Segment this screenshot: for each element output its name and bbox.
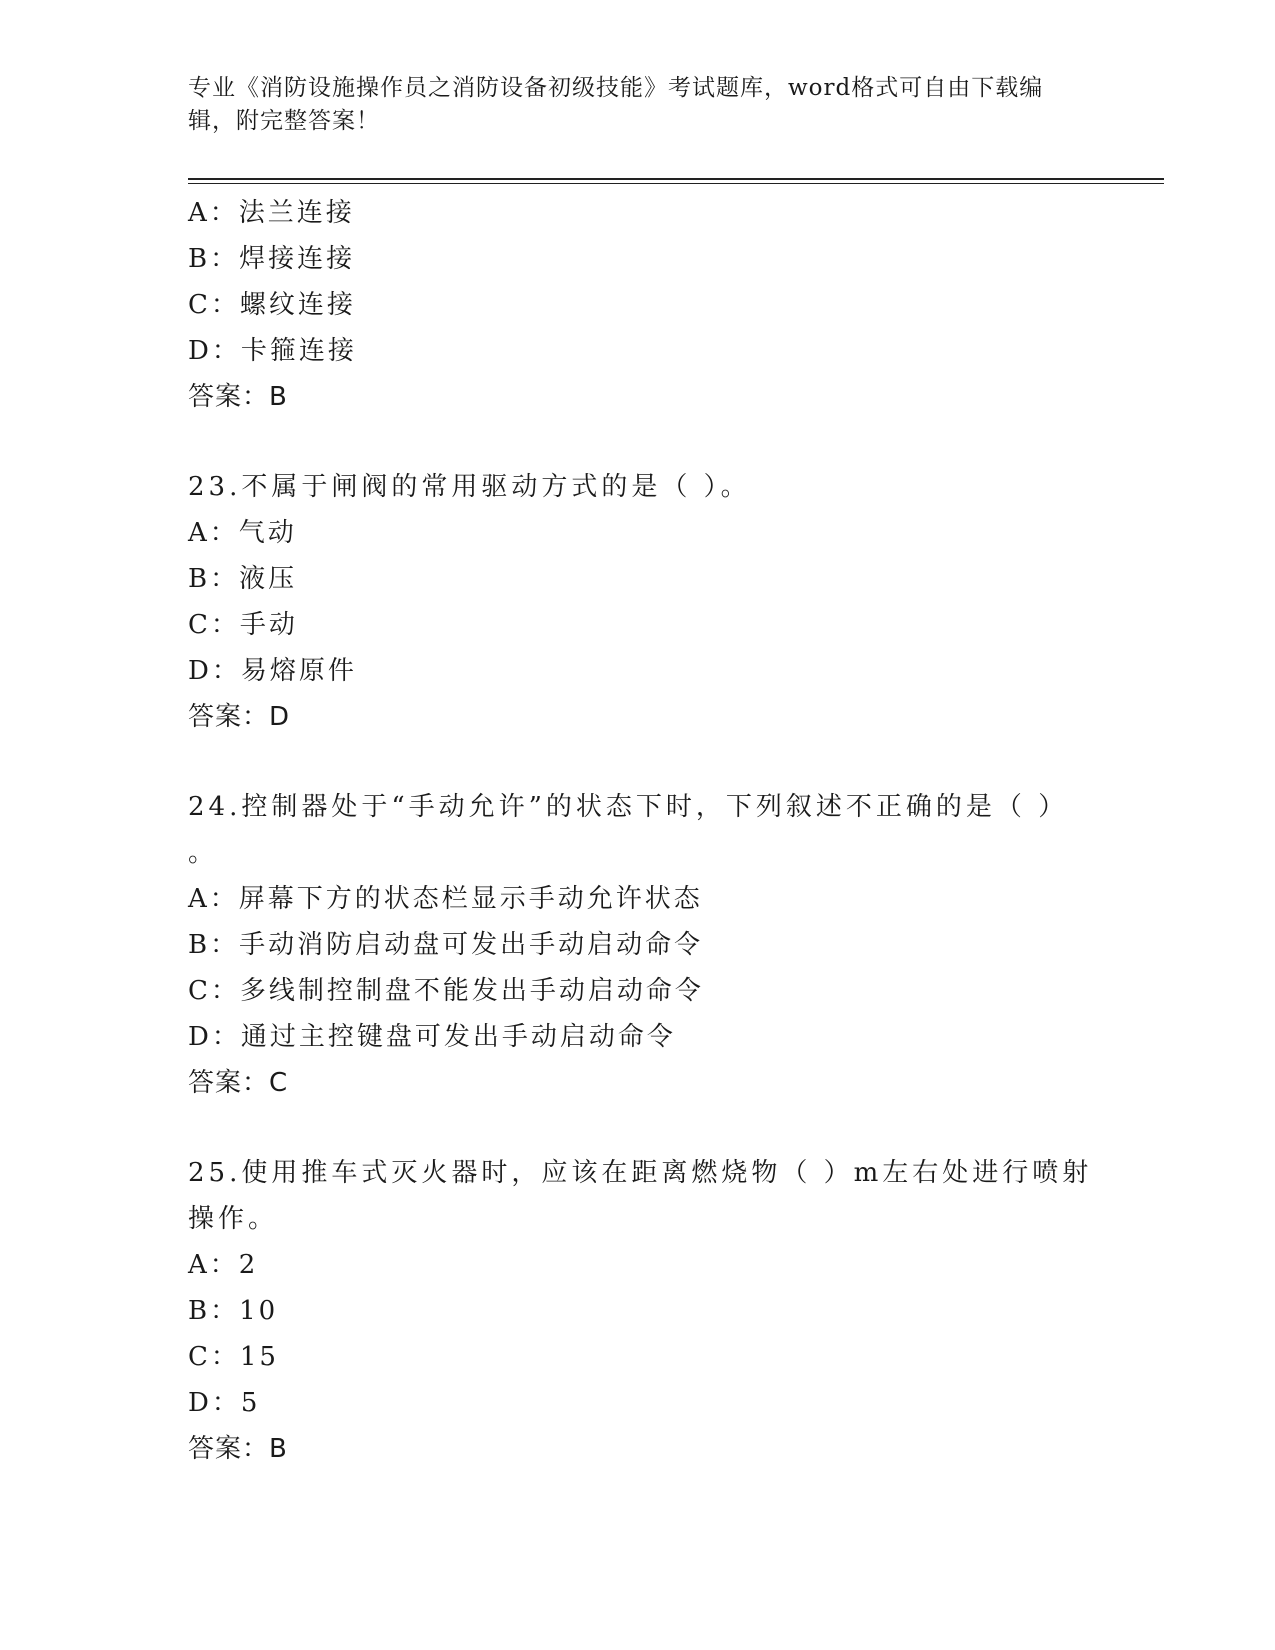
option-d: D：卡箍连接 [188, 336, 357, 366]
option-b: B：焊接连接 [188, 244, 356, 274]
option-d: D：5 [188, 1388, 261, 1418]
option-a: A：气动 [188, 518, 297, 548]
question-list [188, 190, 1148, 1472]
option-b: B：10 [188, 1296, 279, 1326]
option-d: D：通过主控键盘可发出手动启动命令 [188, 1022, 676, 1052]
header-line-1: 专业《消防设施操作员之消防设备初级技能》考试题库，word格式可自由下载编 [188, 75, 1044, 101]
option-d: D：易熔原件 [188, 656, 357, 686]
option-a: A：屏幕下方的状态栏显示手动允许状态 [188, 884, 703, 914]
option-a: A：法兰连接 [188, 198, 355, 228]
question-stem: 25.使用推车式灭火器时，应该在距离燃烧物（ ）m左右处进行喷射 [188, 1158, 1093, 1188]
question-23 [188, 464, 1148, 740]
question-stem-continued: 操作。 [188, 1204, 279, 1234]
option-b: B：液压 [188, 564, 298, 594]
answer: 答案：B [188, 1434, 288, 1464]
spacer [188, 1106, 1148, 1150]
question-stem: 23.不属于闸阀的常用驱动方式的是（ ）。 [188, 472, 751, 502]
document-header [188, 72, 1088, 138]
question-22 [188, 190, 1148, 420]
option-a: A：2 [188, 1250, 259, 1280]
option-b: B：手动消防启动盘可发出手动启动命令 [188, 930, 704, 960]
answer: 答案：D [188, 702, 291, 732]
answer: 答案：B [188, 382, 288, 412]
question-24 [188, 784, 1148, 1106]
question-stem-continued: 。 [188, 838, 219, 868]
question-25 [188, 1150, 1148, 1472]
answer: 答案：C [188, 1068, 289, 1098]
spacer [188, 740, 1148, 784]
option-c: C：多线制控制盘不能发出手动启动命令 [188, 976, 704, 1006]
option-c: C：手动 [188, 610, 298, 640]
header-line-2: 辑，附完整答案！ [188, 108, 380, 134]
spacer [188, 420, 1148, 464]
question-stem: 24.控制器处于“手动允许”的状态下时，下列叙述不正确的是（ ） [188, 792, 1069, 822]
header-divider [188, 178, 1164, 184]
option-c: C：螺纹连接 [188, 290, 356, 320]
option-c: C：15 [188, 1342, 279, 1372]
